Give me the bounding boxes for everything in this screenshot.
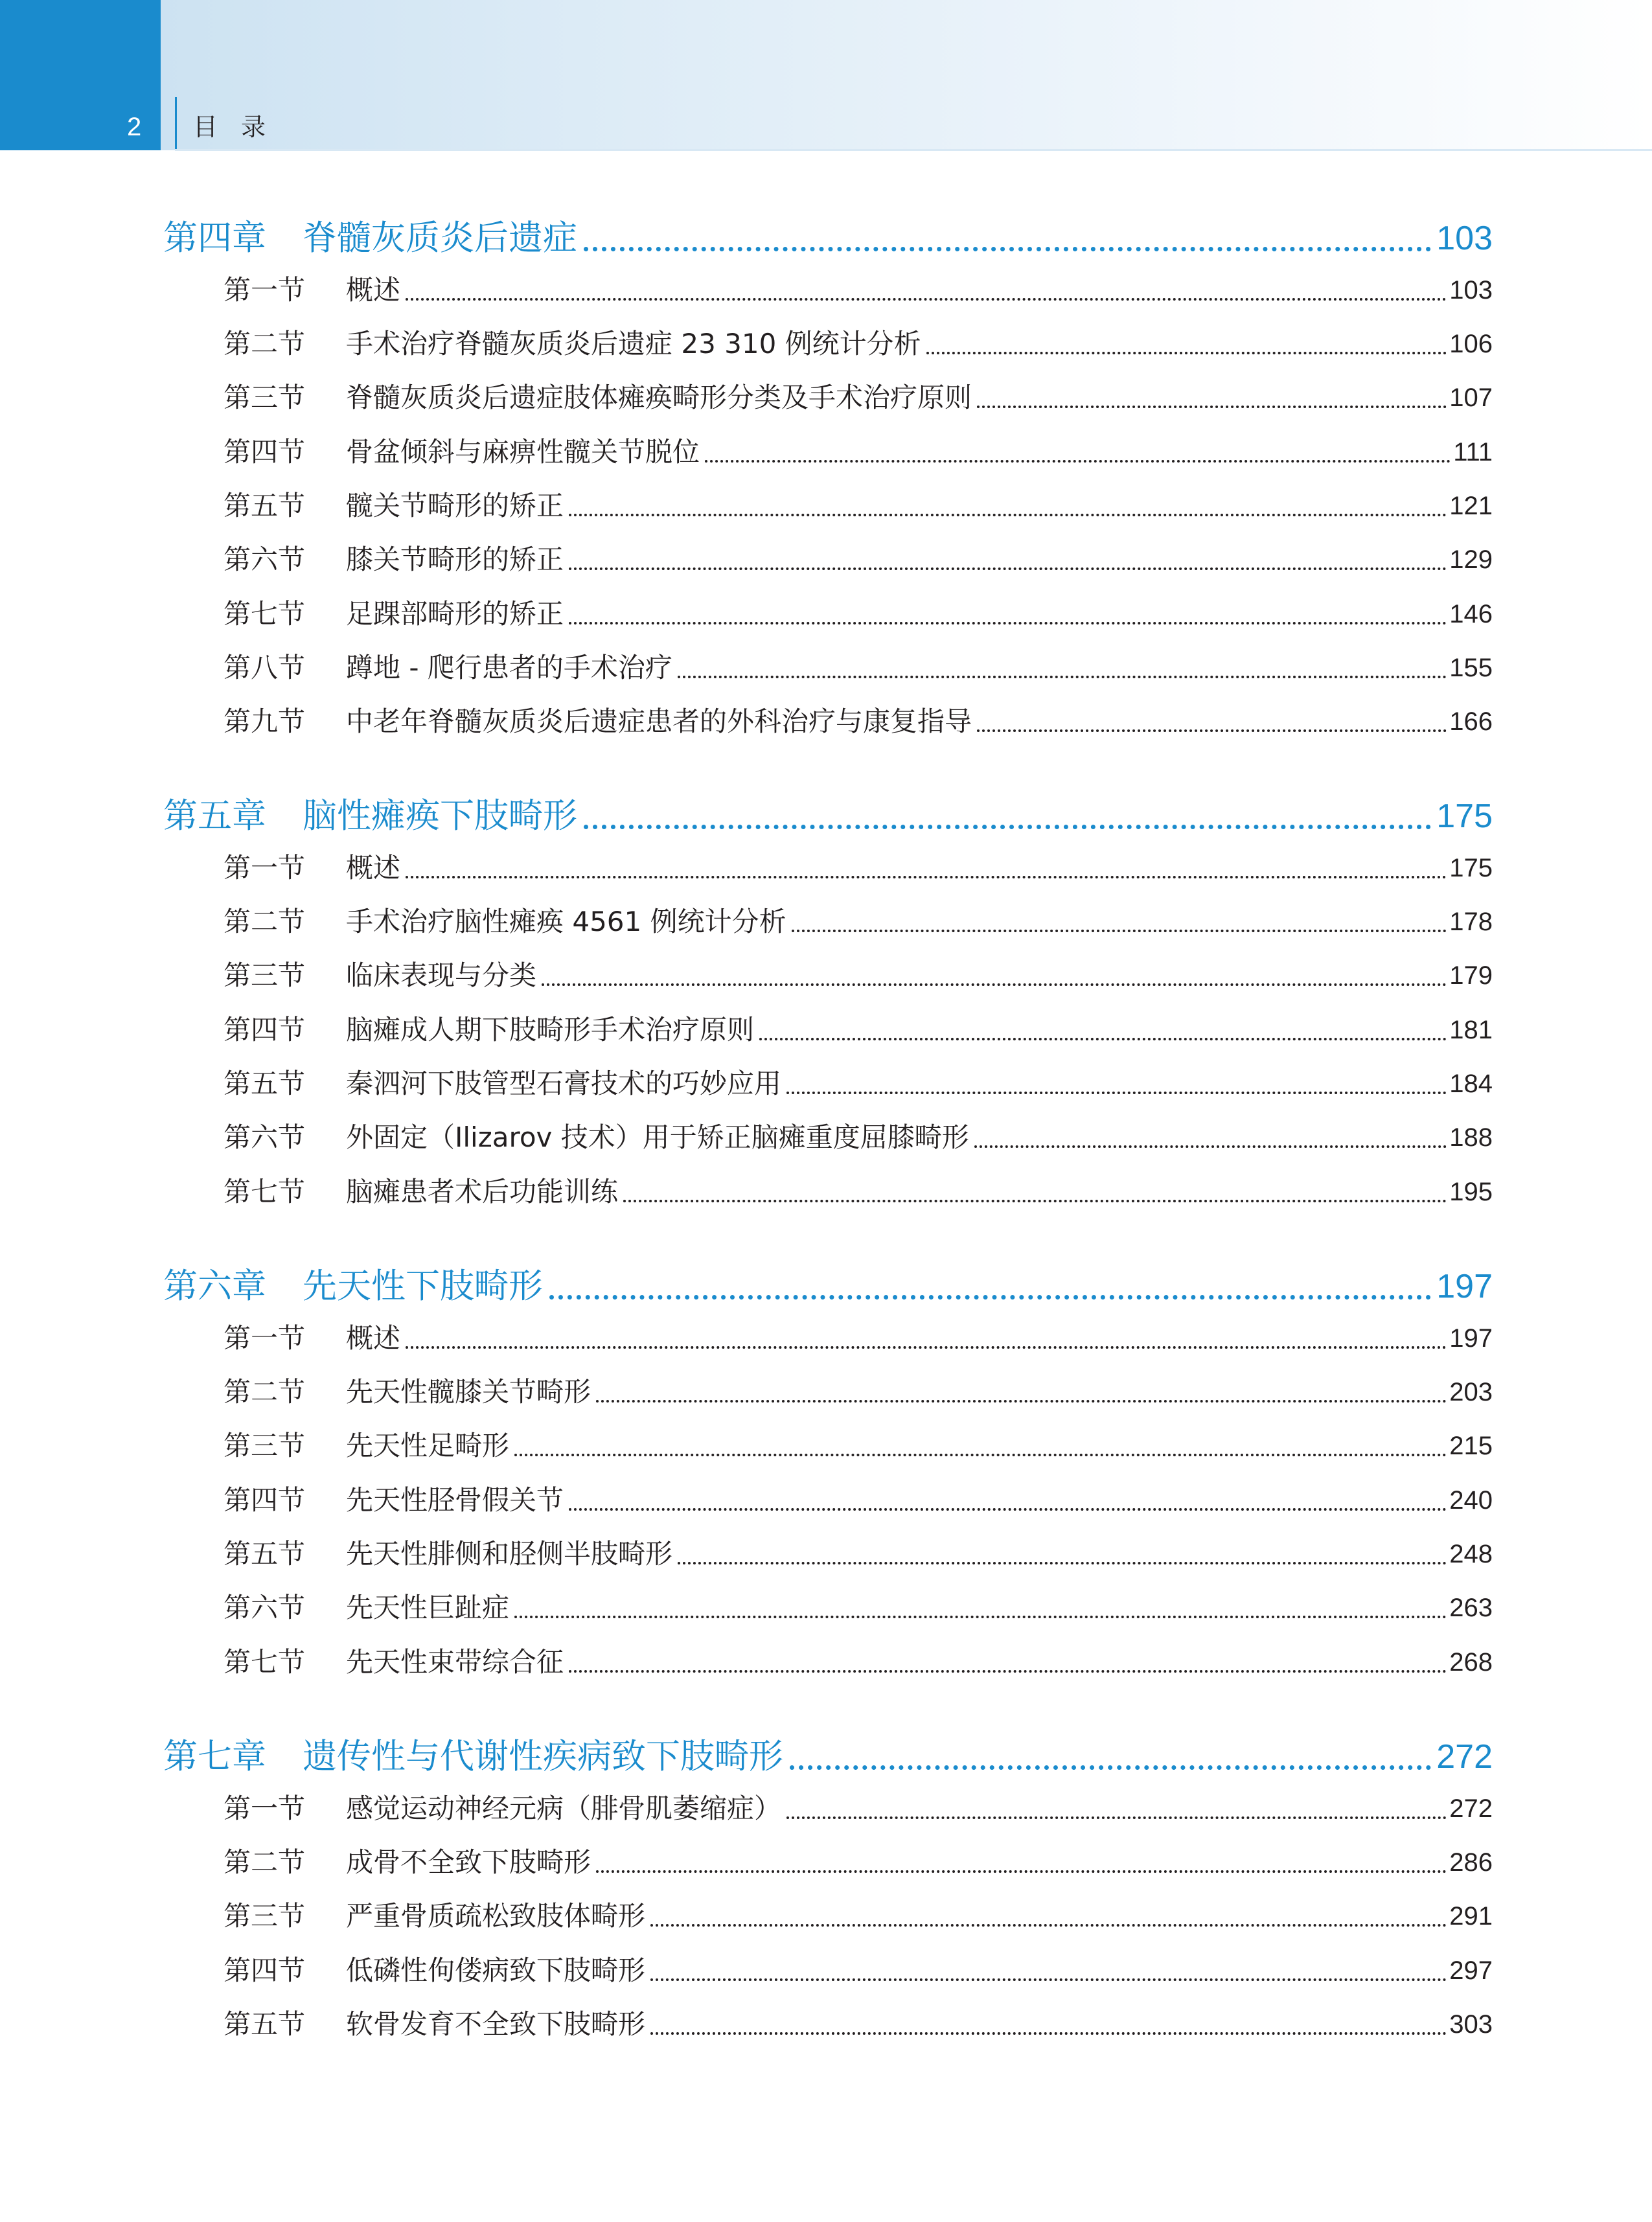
toc-entry[interactable] [224,540,1493,578]
toc-entry[interactable] [224,1535,1493,1572]
section-title: 中老年脊髓灰质炎后遗症患者的外科治疗与康复指导 [346,705,972,737]
toc-entry[interactable] [224,648,1493,686]
section-number: 第五节 [224,1538,306,1570]
toc-entry[interactable] [224,1643,1493,1680]
toc-entry[interactable] [224,487,1493,524]
section-title: 膝关节畸形的矫正 [346,544,564,575]
section-page: 181 [1449,1016,1493,1044]
section-number: 第六节 [224,1121,306,1153]
dot-leader [790,1765,1431,1770]
toc-entry[interactable] [224,1118,1493,1156]
section-page: 240 [1449,1486,1493,1515]
chapter-page: 175 [1436,797,1493,835]
dot-leader [974,1145,1447,1148]
section-page: 272 [1449,1794,1493,1823]
section-number: 第二节 [224,1376,306,1408]
section-number: 第七节 [224,598,306,630]
toc-entry[interactable] [224,1588,1493,1626]
section-page: 286 [1449,1848,1493,1877]
toc-entry[interactable] [224,433,1493,470]
section-title: 低磷性佝偻病致下肢畸形 [346,1954,646,1986]
dot-leader [514,1616,1447,1618]
section-number: 第八节 [224,652,306,683]
section-title: 蹲地 - 爬行患者的手术治疗 [346,652,672,683]
section-page: 103 [1449,276,1493,304]
section-page: 107 [1449,384,1493,412]
section-title: 先天性足畸形 [346,1430,510,1461]
section-number: 第六节 [224,1592,306,1623]
section-number: 第四节 [224,1484,306,1516]
toc-entry[interactable] [224,1173,1493,1210]
toc-entry[interactable] [224,1011,1493,1048]
section-title: 骨盆倾斜与麻痹性髋关节脱位 [346,436,700,468]
section-title: 先天性髋膝关节畸形 [346,1376,591,1408]
page-number: 2 [127,113,142,141]
chapter-heading[interactable] [163,792,1493,837]
section-number: 第三节 [224,959,306,991]
dot-leader [514,1454,1447,1456]
section-page: 155 [1449,654,1493,682]
dot-leader [759,1038,1447,1040]
dot-leader [926,352,1447,354]
section-title: 先天性束带综合征 [346,1646,564,1678]
section-number: 第三节 [224,1430,306,1461]
toc-entry[interactable] [224,902,1493,940]
toc-entry[interactable] [224,2005,1493,2043]
section-page: 248 [1449,1540,1493,1568]
toc-entry[interactable] [224,271,1493,308]
chapter-title: 先天性下肢畸形 [303,1266,543,1306]
section-number: 第四节 [224,1954,306,1986]
dot-leader [406,1346,1447,1349]
section-page: 184 [1449,1070,1493,1098]
dot-leader [678,676,1447,678]
section-title: 髋关节畸形的矫正 [346,490,564,521]
dot-leader [569,622,1447,624]
running-title: 目录 [193,113,290,141]
toc-entry[interactable] [224,1319,1493,1357]
chapter-title: 遗传性与代谢性疾病致下肢畸形 [303,1737,783,1776]
section-number: 第五节 [224,490,306,521]
dot-leader [977,406,1447,408]
dot-leader [705,460,1451,463]
toc-entry[interactable] [224,1373,1493,1410]
section-page: 111 [1453,438,1493,466]
section-number: 第二节 [224,1846,306,1878]
section-page: 263 [1449,1594,1493,1622]
section-title: 成骨不全致下肢畸形 [346,1846,591,1878]
chapter-title: 脑性瘫痪下肢畸形 [303,796,577,836]
section-title: 概述 [346,1322,401,1354]
section-page: 166 [1449,707,1493,736]
toc-entry[interactable] [224,849,1493,886]
dot-leader [584,825,1431,829]
dot-leader [569,1508,1447,1511]
section-number: 第九节 [224,705,306,737]
section-number: 第四节 [224,436,306,468]
chapter-number: 第六章 [163,1266,266,1306]
toc-entry[interactable] [224,595,1493,632]
section-title: 脑瘫成人期下肢畸形手术治疗原则 [346,1014,755,1046]
section-number: 第五节 [224,2008,306,2040]
section-number: 第六节 [224,544,306,575]
section-number: 第三节 [224,1900,306,1932]
section-title: 概述 [346,852,401,884]
section-page: 178 [1449,908,1493,936]
toc-entry[interactable] [224,1843,1493,1881]
dot-leader [786,1816,1447,1819]
section-number: 第一节 [224,1792,306,1824]
section-title: 脑瘫患者术后功能训练 [346,1176,619,1208]
section-page: 197 [1449,1324,1493,1353]
section-title: 手术治疗脑性瘫痪 4561 例统计分析 [346,906,786,937]
chapter-number: 第七章 [163,1737,266,1776]
section-title: 先天性巨趾症 [346,1592,510,1623]
dot-leader [406,298,1447,301]
chapter-number: 第四章 [163,218,266,258]
dot-leader [569,567,1447,570]
section-page: 268 [1449,1648,1493,1677]
section-number: 第七节 [224,1176,306,1208]
toc-entry[interactable] [224,956,1493,994]
section-title: 秦泗河下肢管型石膏技术的巧妙应用 [346,1068,782,1099]
section-page: 291 [1449,1902,1493,1930]
dot-leader [569,1670,1447,1673]
chapter-heading[interactable] [163,1262,1493,1307]
section-page: 297 [1449,1956,1493,1985]
chapter-title: 脊髓灰质炎后遗症 [303,218,577,258]
section-title: 手术治疗脊髓灰质炎后遗症 23 310 例统计分析 [346,328,921,360]
section-number: 第一节 [224,1322,306,1354]
section-page: 146 [1449,600,1493,628]
toc-entry[interactable] [224,702,1493,740]
section-title: 足踝部畸形的矫正 [346,598,564,630]
section-title: 临床表现与分类 [346,959,537,991]
dot-leader [406,876,1447,878]
chapter-page: 103 [1436,220,1493,257]
section-title: 概述 [346,274,401,306]
section-title: 严重骨质疏松致肢体畸形 [346,1900,646,1932]
section-page: 179 [1449,961,1493,990]
dot-leader [596,1400,1447,1403]
section-page: 106 [1449,330,1493,358]
section-title: 先天性腓侧和胫侧半肢畸形 [346,1538,673,1570]
dot-leader [549,1295,1431,1300]
chapter-heading[interactable] [163,214,1493,259]
dot-leader [792,930,1447,932]
dot-leader [786,1092,1447,1094]
section-page: 215 [1449,1432,1493,1460]
section-page: 121 [1449,492,1493,520]
toc-entry[interactable] [224,1789,1493,1827]
section-number: 第一节 [224,274,306,306]
dot-leader [650,1978,1447,1981]
section-title: 感觉运动神经元病（腓骨肌萎缩症） [346,1792,782,1824]
section-title: 先天性胫骨假关节 [346,1484,564,1516]
dot-leader [569,514,1447,516]
section-title: 脊髓灰质炎后遗症肢体瘫痪畸形分类及手术治疗原则 [346,382,972,413]
dot-leader [678,1562,1447,1564]
toc-entry[interactable] [224,378,1493,416]
section-number: 第二节 [224,328,306,360]
toc-entry[interactable] [224,1951,1493,1989]
section-page: 129 [1449,545,1493,574]
dot-leader [650,2032,1447,2035]
chapter-heading[interactable] [163,1732,1493,1778]
toc-entry[interactable] [224,1064,1493,1102]
section-page: 195 [1449,1178,1493,1206]
chapter-page: 197 [1436,1268,1493,1305]
dot-leader [977,729,1447,732]
section-page: 203 [1449,1378,1493,1406]
section-page: 303 [1449,2010,1493,2039]
section-number: 第七节 [224,1646,306,1678]
toc-entry[interactable] [224,1481,1493,1518]
section-title: 软骨发育不全致下肢畸形 [346,2008,646,2040]
section-number: 第一节 [224,852,306,884]
dot-leader [596,1870,1447,1873]
section-number: 第三节 [224,382,306,413]
toc-entry[interactable] [224,1897,1493,1934]
chapter-number: 第五章 [163,796,266,836]
section-title: 外固定（Ilizarov 技术）用于矫正脑瘫重度屈膝畸形 [346,1121,969,1153]
dot-leader [584,247,1431,251]
dot-leader [623,1200,1447,1202]
section-page: 175 [1449,854,1493,882]
toc-entry[interactable] [224,325,1493,362]
section-number: 第二节 [224,906,306,937]
section-page: 188 [1449,1123,1493,1152]
dot-leader [650,1924,1447,1927]
section-number: 第五节 [224,1068,306,1099]
dot-leader [542,983,1447,986]
toc-entry[interactable] [224,1426,1493,1464]
chapter-page: 272 [1436,1738,1493,1776]
section-number: 第四节 [224,1014,306,1046]
